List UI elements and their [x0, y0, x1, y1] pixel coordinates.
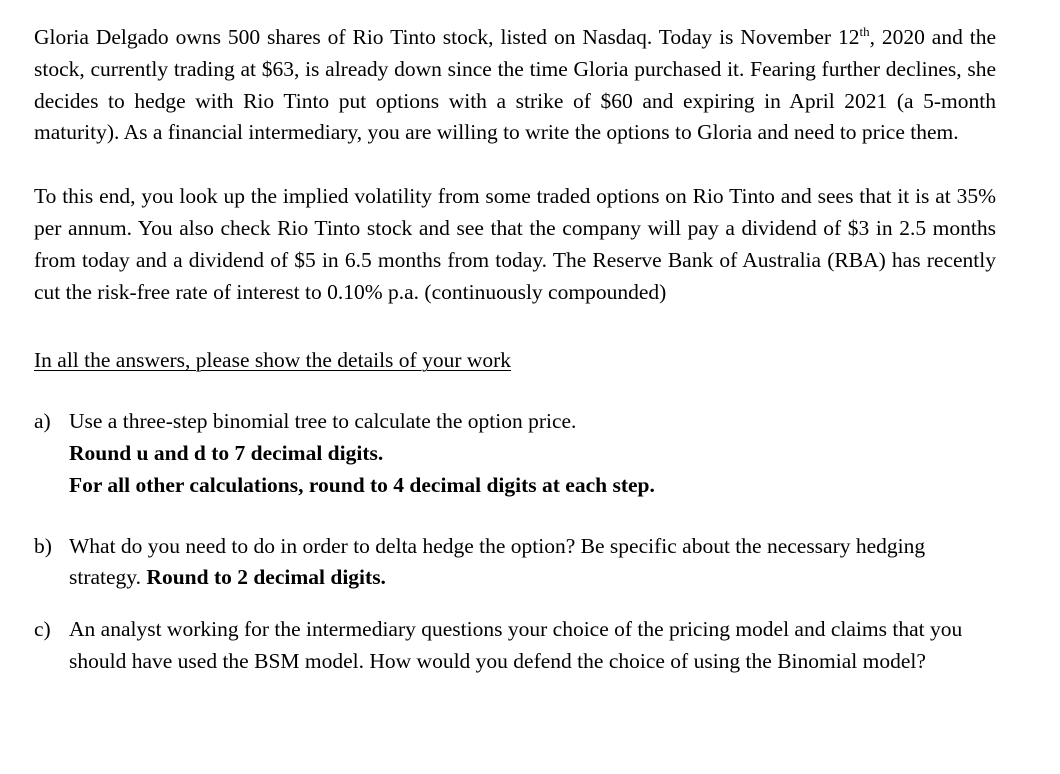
question-b-marker: b) — [34, 533, 52, 558]
question-b-text: What do you need to do in order to delta hedge the option? Be specific about the necessary hedging strategy. — [69, 533, 926, 590]
problem-text — [34, 22, 996, 678]
question-c-marker: c) — [34, 617, 51, 642]
question-c-text: An analyst working for the intermediary questions your choice of the pricing model and claims that you should have used the BSM model. How would you defend the choice of using the Binomial model? — [69, 617, 963, 673]
question-a-rounding-other: For all other calculations, round to 4 decimal digits at each step. — [69, 472, 655, 497]
question-b — [34, 531, 996, 595]
context-paragraph: To this end, you look up the implied volatility from some traded options on Rio Tinto and sees that it is at 35% per annum. You also check Rio Tinto stock and see that the company will pay a dividend of $3 in 2.5 months from today and a dividend of $5 in 6.5 months from today. The Reserve Bank of Australia (RBA) has recently cut the risk-free rate of interest to 0.10% p.a. (continuously compounded) — [34, 184, 996, 304]
intro-paragraph — [34, 22, 996, 149]
question-b-rounding: Round to 2 decimal digits. — [146, 565, 386, 590]
question-list — [34, 406, 996, 678]
instruction-note: In all the answers, please show the details of your work — [34, 348, 512, 373]
ordinal-suffix: th — [859, 23, 870, 39]
question-a-rounding-ud: Round u and d to 7 decimal digits. — [69, 440, 384, 465]
question-a-marker: a) — [34, 409, 51, 434]
question-a — [34, 406, 996, 501]
question-a-text: Use a three-step binomial tree to calculate the option price. — [69, 409, 577, 434]
intro-text-part1: Gloria Delgado owns 500 shares of Rio Tinto stock, listed on Nasdaq. Today is November 12 — [34, 25, 860, 49]
intro-text-part2: , 2020 and the stock, currently trading at $63, is already down since the time Gloria purchased it. Fearing further declines, she decides to hedge with Rio Tinto put options with a strike of $60 and expiring in April 2021 (a 5-month maturity). As a financial intermediary, you are willing to write the options to Gloria and need to price them. — [34, 25, 996, 145]
question-c — [34, 614, 996, 678]
